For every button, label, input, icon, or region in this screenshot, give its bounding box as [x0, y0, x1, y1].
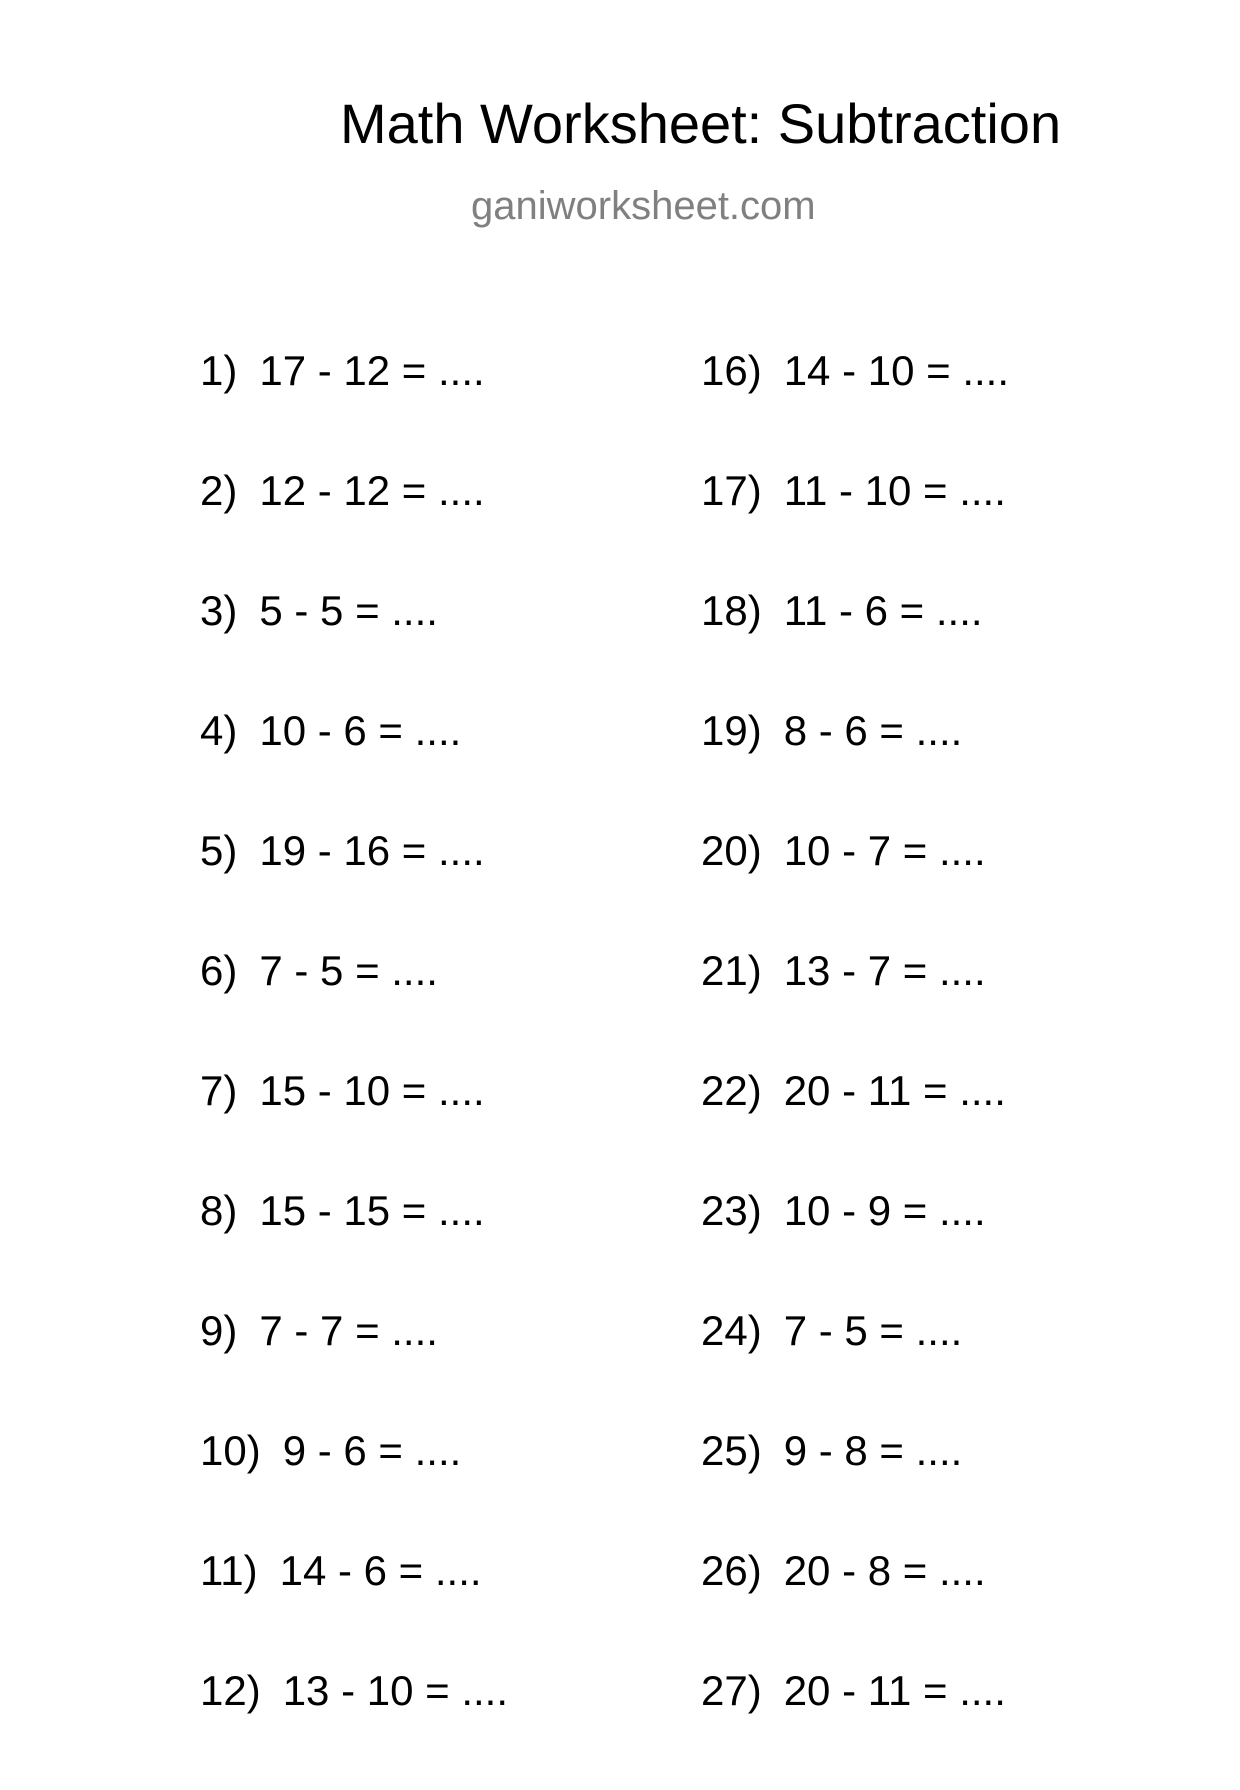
problem-number: 9) [200, 1307, 238, 1354]
problem-number: 22) [701, 1067, 762, 1114]
problem-expression: 10 - 7 = .... [783, 827, 986, 874]
problem-expression: 20 - 8 = .... [783, 1547, 986, 1594]
problem-expression: 14 - 6 = .... [279, 1547, 482, 1594]
problem-expression: 10 - 6 = .... [259, 707, 462, 754]
problem-expression: 15 - 15 = .... [259, 1187, 485, 1234]
problem-8 [200, 1187, 660, 1310]
problem-12 [200, 1667, 660, 1790]
problem-expression: 9 - 8 = .... [783, 1427, 963, 1474]
problem-expression: 15 - 10 = .... [259, 1067, 485, 1114]
problem-1 [200, 347, 660, 470]
problem-number: 26) [701, 1547, 762, 1594]
problem-expression: 17 - 12 = .... [259, 347, 485, 394]
problem-expression: 7 - 5 = .... [783, 1307, 963, 1354]
problem-expression: 13 - 7 = .... [783, 947, 986, 994]
problem-4 [200, 707, 660, 830]
problem-expression: 20 - 11 = .... [783, 1667, 1006, 1714]
problem-column-left [200, 347, 660, 1790]
problem-number: 2) [200, 467, 238, 514]
problem-10 [200, 1427, 660, 1550]
problem-23 [701, 1187, 1161, 1310]
problem-5 [200, 827, 660, 950]
problem-number: 21) [701, 947, 762, 994]
problem-expression: 7 - 7 = .... [259, 1307, 438, 1354]
problem-column-right [701, 347, 1161, 1790]
problem-19 [701, 707, 1161, 830]
problem-number: 19) [701, 707, 762, 754]
problem-number: 5) [200, 827, 238, 874]
problem-expression: 12 - 12 = .... [259, 467, 485, 514]
problem-expression: 5 - 5 = .... [259, 587, 438, 634]
problem-expression: 20 - 11 = .... [783, 1067, 1006, 1114]
problem-number: 16) [701, 347, 762, 394]
problem-18 [701, 587, 1161, 710]
problem-number: 6) [200, 947, 238, 994]
problem-22 [701, 1067, 1161, 1190]
problem-number: 25) [701, 1427, 762, 1474]
problem-expression: 8 - 6 = .... [783, 707, 963, 754]
problem-20 [701, 827, 1161, 950]
problem-expression: 11 - 10 = .... [783, 467, 1006, 514]
problem-number: 24) [701, 1307, 762, 1354]
site-name: ganiworksheet.com [471, 184, 816, 228]
problem-number: 3) [200, 587, 238, 634]
problem-number: 20) [701, 827, 762, 874]
problem-17 [701, 467, 1161, 590]
problem-3 [200, 587, 660, 710]
problem-11 [200, 1547, 660, 1670]
problem-number: 8) [200, 1187, 238, 1234]
problem-27 [701, 1667, 1161, 1790]
problem-expression: 7 - 5 = .... [259, 947, 438, 994]
problem-24 [701, 1307, 1161, 1430]
problem-number: 12) [200, 1667, 261, 1714]
problem-number: 17) [701, 467, 762, 514]
problem-number: 10) [200, 1427, 261, 1474]
problem-6 [200, 947, 660, 1070]
problem-number: 23) [701, 1187, 762, 1234]
problem-number: 1) [200, 347, 238, 394]
problem-number: 18) [701, 587, 762, 634]
problem-2 [200, 467, 660, 590]
page-title: Math Worksheet: Subtraction [340, 92, 1062, 155]
problem-expression: 10 - 9 = .... [783, 1187, 986, 1234]
problem-7 [200, 1067, 660, 1190]
problem-21 [701, 947, 1161, 1070]
problem-25 [701, 1427, 1161, 1550]
problem-number: 27) [701, 1667, 762, 1714]
problem-expression: 11 - 6 = .... [783, 587, 983, 634]
problem-expression: 14 - 10 = .... [783, 347, 1010, 394]
problem-expression: 13 - 10 = .... [282, 1667, 509, 1714]
problem-16 [701, 347, 1161, 470]
problem-number: 7) [200, 1067, 238, 1114]
problem-expression: 9 - 6 = .... [282, 1427, 462, 1474]
problem-expression: 19 - 16 = .... [259, 827, 485, 874]
problem-number: 4) [200, 707, 238, 754]
problem-9 [200, 1307, 660, 1430]
problem-number: 11) [200, 1547, 258, 1594]
problem-26 [701, 1547, 1161, 1670]
